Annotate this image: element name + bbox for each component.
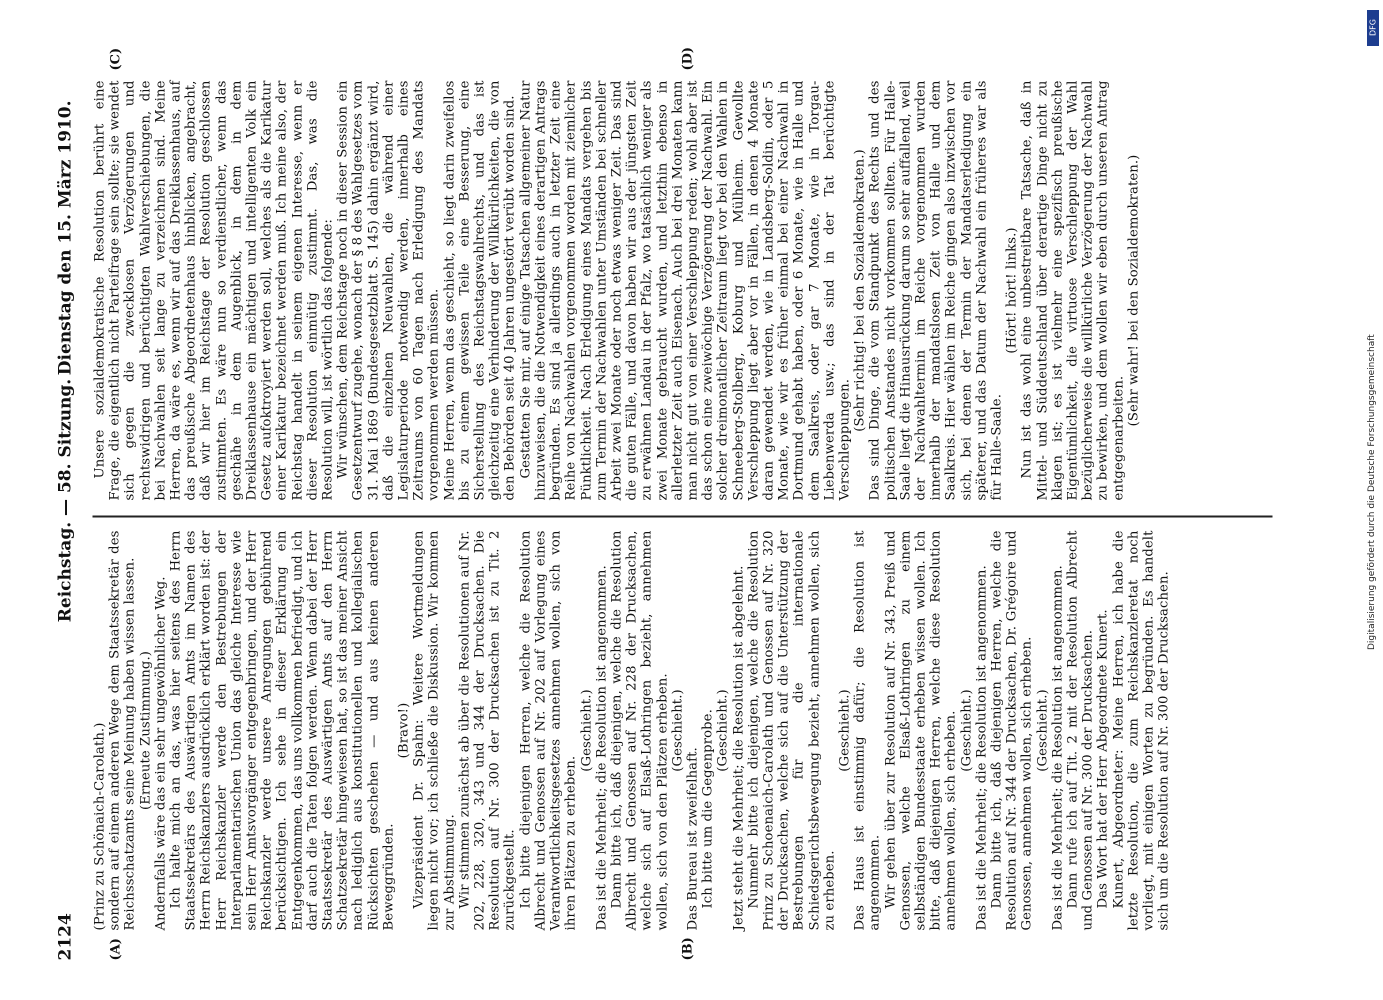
paragraph: Ich bitte um die Gegenprobe. <box>700 708 716 908</box>
paragraph: Ich bitte diejenigen Herren, welche die Resolution Albrecht und Genossen auf Nr. 202 auf Vorlegung eines Verantwortlichkeitsgesetzes annehmen wollen, sich von ihren Plätzen zu erheben. <box>517 530 579 930</box>
margin-marker-c: (C) <box>108 47 123 70</box>
interjection: (Geschieht.) <box>715 688 731 772</box>
paragraph: Das Haus ist einstimmig dafür; die Resolution ist angenommen. <box>852 530 883 930</box>
paragraph: Dann rufe ich auf Tit. 2 mit der Resolution Albrecht und Genossen auf Nr. 300 der Drucksachen. <box>1065 530 1096 930</box>
left-column <box>92 530 1171 930</box>
paragraph: Wir gehen über zur Resolution auf Nr. 343, Preiß und Genossen, welche Elsaß-Lothringen zu einem selbständigen Bundesstaate erheben wissen wollen. Ich bitte, daß diejenigen Herren, welche diese Resolution annehmen wollen, sich erheben. <box>882 530 959 930</box>
margin-marker-d: (D) <box>680 46 695 70</box>
dfg-logo: DFG <box>1367 10 1379 46</box>
interjection: (Geschieht.) <box>1034 688 1050 772</box>
interjection: (Bravo!) <box>396 702 412 758</box>
page-number: 2124 <box>55 912 75 960</box>
paragraph: (Prinz zu Schönaich-Carolath.) <box>92 722 107 930</box>
session-date: Dienstag den 15. März 1910. <box>55 100 75 375</box>
margin-marker-a: (A) <box>108 937 123 960</box>
paragraph: Unsere sozialdemokratische Resolution berührt eine Frage, die eigentlich nicht Parteifrage sein sollte; sie wendet sich gegen die zwecklosen Verzögerungen und rechtswidrigen und berüchtigten Wahlverschiebungen, die bei Nachwahlen seit lange zu verzeichnen sind. Meine Herren, da wäre es, wenn wir auf das Dreiklassenhaus, auf das preußische Abgeordnetenhaus hinblicken, angebracht, daß wir hier im Reichstage der Resolution geschlossen zustimmten. Es wäre nun so verdienstlicher, wenn das geschähe in dem Augenblick, in dem in dem Dreiklassenhause ein mächtigen und intelligenten Volk ein Gesetz aufoktroyiert werden soll, welches als die Karikatur einer Karikatur bezeichnet werden muß. Ich meine also, der Reichstag handelt in seinem eigenen Interesse, wenn er dieser Resolution einmütig zustimmt. Das, was die Resolution will, ist wörtlich das folgende: <box>92 80 336 500</box>
paragraph: Andernfalls wäre das ein sehr ungewöhnlicher Weg. <box>152 575 168 930</box>
interjection: (Geschieht.) <box>578 688 594 772</box>
column-divider <box>92 515 1272 517</box>
paragraph: Das sind Dinge, die vom Standpunkt des Rechts und des politischen Anstandes nicht vorkommen sollten. Für Halle-Saale liegt die Hinausrückung darum so sehr auffallend, weil der Nachwahltermin im Reiche vorgenommen wurden innerhalb der mandatslosen Zeit von Halle und dem Saalkreis. Hier wählen im Reiche gingen also inzwischen vor sich, bei denen der Termin der Mandatserledigung ein späterer, und das Datum der Nachwahl ein früheres war als für Halle-Saale. <box>867 80 1004 500</box>
interjection: (Hört! hört! links.) <box>1004 226 1020 354</box>
paragraph: Das ist die Mehrheit; die Resolution ist angenommen. <box>973 564 989 930</box>
paragraph: Das ist die Mehrheit; die Resolution ist angenommen. <box>593 564 609 930</box>
interjection: (Erneute Zustimmung.) <box>137 650 153 810</box>
interjection: (Sehr wahr! bei den Sozialdemokraten.) <box>1125 154 1141 426</box>
interjection: (Sehr richtig! bei den Sozialdemokraten.) <box>852 148 868 432</box>
interjection: (Geschieht.) <box>958 688 974 772</box>
paragraph: Das ist die Mehrheit; die Resolution ist angenommen. <box>1049 564 1065 930</box>
paragraph: Wir wünschen, dem Reichstage noch in dieser Session ein Gesetzentwurf zugehe, wonach der § 8 des Wahlgesetzes vom 31. Mai 1869 (Bundesgesetzblatt S. 145) dahin ergänzt wird, daß die einzelnen Neuwahlen, die während einer Legislaturperiode notwendig werden, innerhalb eines Zeitraums von 60 Tagen nach Erledigung des Mandats vorgenommen werden müssen. <box>335 80 442 500</box>
paragraph: Jetzt steht die Mehrheit; die Resolution ist abgelehnt. <box>730 565 746 930</box>
paragraph: sondern auf einem anderen Wege dem Staatssekretär des Reichsschatzamts seine Meinung haben wissen lassen. <box>107 530 138 930</box>
paragraph: Nunmehr bitte ich diejenigen, welche die Resolution Prinz zu Schoenaich-Carolath und Genossen auf Nr. 320 der Drucksachen, welche sich auf die Unterstützung der Bestrebungen für die internationale Schiedsgerichtsbewegung bezieht, annehmen wollen, sich zu erheben. <box>745 530 837 930</box>
paragraph: Wir stimmen zunächst ab über die Resolutionen auf Nr. 202, 228, 320, 343 und 344 der Drucksachen. Die Resolution auf Nr. 300 der Drucksachen ist zu Tit. 2 zurückgestellt. <box>456 530 518 930</box>
paragraph: Kunert, Abgeordneter: Meine Herren, ich habe die letzte Resolution, die zum Reichskanzleretat noch vorliegt, mit einigen Worten zu begründen. Es handelt sich um die Resolution auf Nr. 300 der Drucksachen. <box>1110 530 1172 930</box>
paragraph: Vizepräsident Dr. Spahn: Weitere Wortmeldungen liegen nicht vor; ich schließe die Diskussion. Wir kommen zur Abstimmung. <box>411 530 457 930</box>
paragraph: Meine Herren, wenn das geschieht, so liegt darin zweifellos bis zu einem gewissen Teile eine Besserung, eine Sicherstellung des Reichstagswahlrechts, und das ist gleichzeitig eine Verhinderung der Willkürlichkeiten, die von den Behörden seit 40 Jahren ungestört verübt worden sind. <box>441 80 518 500</box>
margin-marker-b: (B) <box>680 936 695 960</box>
interjection: (Geschieht.) <box>669 688 685 772</box>
paragraph: Das Bureau ist zweifelhaft. <box>684 746 700 930</box>
paragraph: Dann bitte ich, daß diejenigen Herren, welche die Resolution auf Nr. 344 der Drucksachen, Dr. Grégoire und Genossen, annehmen wollen, sich erheben. <box>988 530 1035 930</box>
paragraph: Nun ist das wohl eine unbestreitbare Tatsache, daß in Mittel- und Süddeutschland über derartige Dinge nicht zu klagen ist; es ist vielmehr eine spezifisch preußische Eigentümlichkeit, die virtuose Verschleppung der Wahl bezüglicherweise die willkürliche Verzögerung der Nachwahl zu bewirken, und dem wollen wir eben durch unseren Antrag entgegenarbeiten. <box>1019 80 1126 500</box>
paragraph: Gestatten Sie mir, auf einige Tatsachen allgemeiner Natur hinzuweisen, die die Notwendigkeit eines derartigen Antrags begründen. Es sind ja allerdings auch in letzter Zeit eine Reihe von Nachwahlen vorgenommen worden mit ziemlicher Pünktlichkeit. Nach Erledigung eines Mandats vergehen bis zum Termin der Nachwahlen unter Umständen bei schneller Arbeit zwei Monate oder noch etwas weniger Zeit. Das sind die guten Fälle, und davon haben wir aus der jüngsten Zeit zu erwähnen Landau in der Pfalz, wo tatsächlich weniger als zwei Monate gebraucht wurden, und letzthin ebenso in allerletzter Zeit auch Eisenach. Auch bei drei Monaten kann man nicht gut von einer Verschleppung reden; wohl aber ist das schon eine zweiwöchige Verzögerung der Nachwahl. Ein solcher dreimonatlicher Zeitraum liegt vor bei den Wahlen in Schneeberg-Stolberg, Koburg und Mülheim. Gewollte Verschleppung liegt aber vor in Fällen, in denen 4 Monate daran gewendet werden, wie in Landsberg-Soldin, oder 5 Monate, wie wir es früher einmal bei einer Nachwahl in Dortmund gehabt haben, oder 6 Monate, wie in Halle und dem Saalkreis, oder gar 7 Monate, wie in Torgau-Liebenwerda usw.; das sind in der Tat berüchtigte Verschleppungen. <box>517 80 852 500</box>
right-column <box>92 80 1141 500</box>
paragraph: Dann bitte ich, daß diejenigen, welche die Resolution Albrecht und Genossen auf Nr. 228 der Drucksachen, welche sich auf Elsaß-Lothringen bezieht, annehmen wollen, sich von den Plätzen erheben. <box>608 530 670 930</box>
paragraph: Ich halte mich an das, was hier seitens des Herrn Staatssekretärs des Auswärtigen Amts im Namen des Herrn Reichskanzlers ausdrücklich erklärt worden ist: der Herr Reichskanzler werde den Bestrebungen der Interparlamentarischen Union das gleiche Interesse wie sein Herr Amtsvorgänger entgegenbringen, und der Herr Reichskanzler werde unsere Anregungen gebührend berücksichtigen. Ich sehe in dieser Erklärung ein Entgegenkommen, das uns vollkommen befriedigt, und ich darf auch die Taten folgen werden. Wenn dabei der Herr Staatssekretär des Auswärtigen Amts auf den Herrn Schatzsekretär hingewiesen hat, so ist das meiner Ansicht nach lediglich aus konstitutionellen und kollegialischen Rücksichten geschehen — und aus keinen anderen Beweggründen. <box>168 530 396 930</box>
interjection: (Geschieht.) <box>836 688 852 772</box>
page-header <box>55 40 83 960</box>
paragraph: Das Wort hat der Herr Abgeordnete Kunert. <box>1095 608 1111 908</box>
digitization-credit: Digitalisierung gefördert durch die Deutsche Forschungsgemeinschaft <box>1367 334 1377 650</box>
session-title: Reichstag. — 58. Sitzung. <box>55 378 75 622</box>
